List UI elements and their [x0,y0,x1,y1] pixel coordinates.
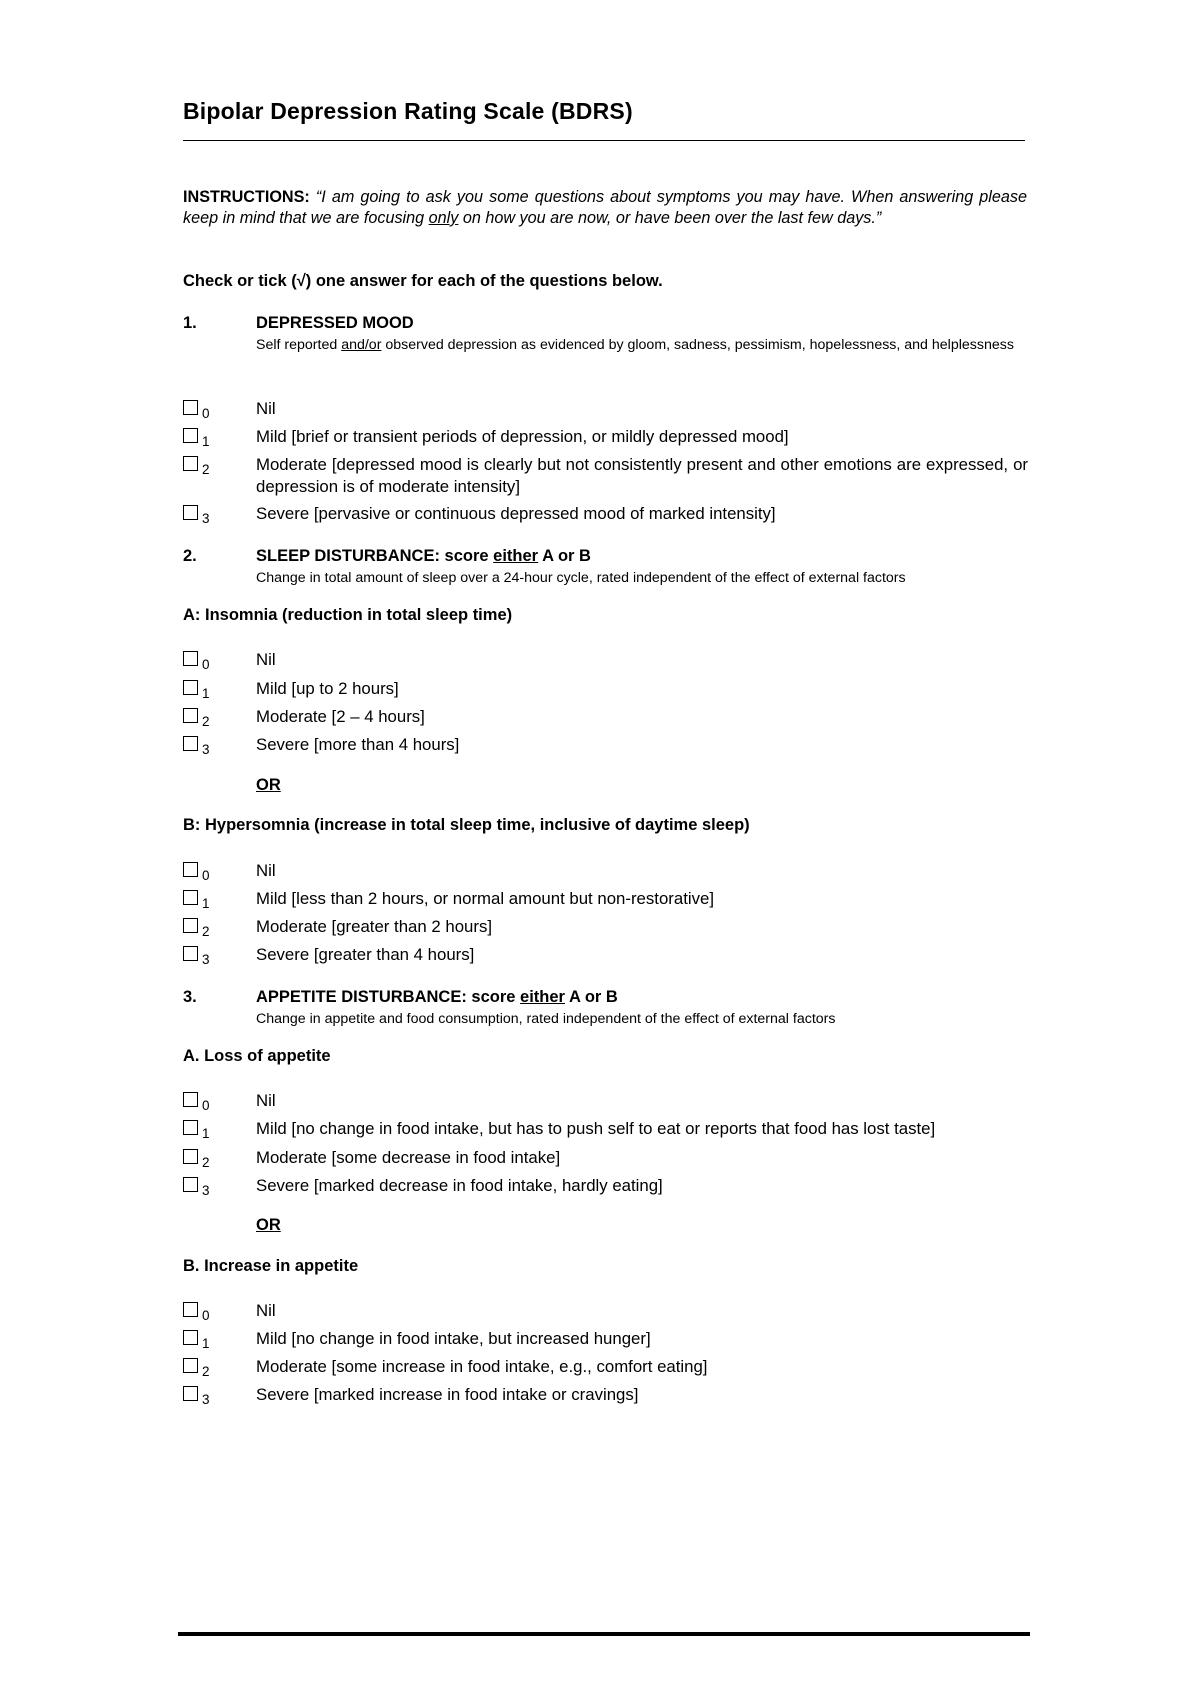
q2-title-pre: SLEEP DISTURBANCE: score [256,547,494,565]
checkbox[interactable] [183,680,198,695]
checkbox[interactable] [183,505,198,520]
score-value: 0 [202,406,210,421]
checkbox[interactable] [183,890,198,905]
q3-title-pre: APPETITE DISTURBANCE: score [256,988,521,1006]
score-value: 3 [202,742,210,757]
checkbox[interactable] [183,946,198,961]
instructions-label: INSTRUCTIONS: [183,188,310,206]
score-value: 2 [202,1364,210,1379]
q2-title [256,547,591,566]
score-value: 1 [202,896,210,911]
checkbox[interactable] [183,708,198,723]
checkbox[interactable] [183,1149,198,1164]
checkbox[interactable] [183,400,198,415]
option-text: Mild [no change in food intake, but has to push self to eat or reports that food has lost taste] [256,1119,936,1138]
q3-title-post: A or B [564,988,618,1006]
check-instruction: Check or tick (√) one answer for each of the questions below. [183,272,663,290]
score-value: 3 [202,1183,210,1198]
q3-title [256,988,618,1007]
score-value: 3 [202,1392,210,1407]
instructions-text-2: on how you are now, or have been over the last few days.” [458,209,882,227]
option-text: Nil [256,1301,276,1320]
q3-or-label: OR [256,1216,281,1234]
option-text: Moderate [2 – 4 hours] [256,707,425,726]
score-value: 1 [202,1336,210,1351]
option-text: Nil [256,861,276,880]
option-text: Nil [256,1091,276,1110]
q2-a-heading: A: Insomnia (reduction in total sleep time) [183,606,513,624]
q1-desc-emphasis: and/or [341,337,382,353]
title-rule [183,140,1025,141]
instructions [183,187,1027,229]
q1-number: 1. [183,314,197,332]
option-text: Moderate [some decrease in food intake] [256,1148,561,1167]
score-value: 1 [202,434,210,449]
checkbox[interactable] [183,651,198,666]
score-value: 0 [202,1308,210,1323]
option-text: Mild [no change in food intake, but increased hunger] [256,1329,651,1348]
checkbox[interactable] [183,918,198,933]
score-value: 3 [202,952,210,967]
option-text: Moderate [some increase in food intake, e.g., comfort eating] [256,1357,708,1376]
q1-desc-pre: Self reported [256,337,342,353]
q3-a-heading: A. Loss of appetite [183,1047,331,1065]
page-title: Bipolar Depression Rating Scale (BDRS) [183,98,633,124]
option-text: Moderate [greater than 2 hours] [256,917,493,936]
checkbox[interactable] [183,736,198,751]
checkbox[interactable] [183,1358,198,1373]
score-value: 2 [202,1155,210,1170]
instructions-emphasis: only [428,209,459,227]
option-text: Moderate [depressed mood is clearly but not consistently present and other emotions are expressed, or depression is of moderate intensity] [256,455,1028,496]
score-value: 0 [202,1098,210,1113]
option-text: Nil [256,399,276,418]
option-text: Severe [more than 4 hours] [256,735,460,754]
checkbox[interactable] [183,862,198,877]
q3-description: Change in appetite and food consumption, rated independent of the effect of external factors [256,1011,836,1027]
checkbox[interactable] [183,1302,198,1317]
option-text: Nil [256,650,276,669]
q3-number: 3. [183,988,197,1006]
score-value: 0 [202,868,210,883]
score-value: 2 [202,924,210,939]
q3-b-heading: B. Increase in appetite [183,1257,359,1275]
checkbox[interactable] [183,1177,198,1192]
checkbox[interactable] [183,1120,198,1135]
q1-title: DEPRESSED MOOD [256,314,414,332]
option-text: Severe [pervasive or continuous depressed mood of marked intensity] [256,504,776,523]
checkbox[interactable] [183,428,198,443]
q2-or-label: OR [256,776,281,794]
q2-b-heading: B: Hypersomnia (increase in total sleep time, inclusive of daytime sleep) [183,816,750,834]
score-value: 2 [202,714,210,729]
q2-description: Change in total amount of sleep over a 24-hour cycle, rated independent of the effect of external factors [256,570,906,586]
option-text: Mild [brief or transient periods of depression, or mildly depressed mood] [256,427,789,446]
option-text: Severe [marked decrease in food intake, hardly eating] [256,1176,663,1195]
q1-description [256,336,1028,354]
q2-title-emphasis: either [493,547,539,565]
checkbox[interactable] [183,1330,198,1345]
option-text: Severe [marked increase in food intake or cravings] [256,1385,639,1404]
footer-rule [178,1632,1030,1636]
q2-title-post: A or B [538,547,591,565]
score-value: 1 [202,686,210,701]
checkbox[interactable] [183,456,198,471]
score-value: 1 [202,1126,210,1141]
option-text: Mild [less than 2 hours, or normal amount but non-restorative] [256,889,714,908]
score-value: 2 [202,462,210,477]
q3-title-emphasis: either [520,988,565,1006]
option-text: Mild [up to 2 hours] [256,679,399,698]
checkbox[interactable] [183,1092,198,1107]
score-value: 0 [202,657,210,672]
q2-number: 2. [183,547,197,565]
score-value: 3 [202,511,210,526]
instructions-text-1: “I am going to ask you some questions about symptoms you may have. When answering please keep in mind that we are focusing [183,188,1027,227]
option-text: Severe [greater than 4 hours] [256,945,475,964]
q1-desc-post: observed depression as evidenced by gloom, sadness, pessimism, hopelessness, and helplessness [381,337,1014,353]
checkbox[interactable] [183,1386,198,1401]
